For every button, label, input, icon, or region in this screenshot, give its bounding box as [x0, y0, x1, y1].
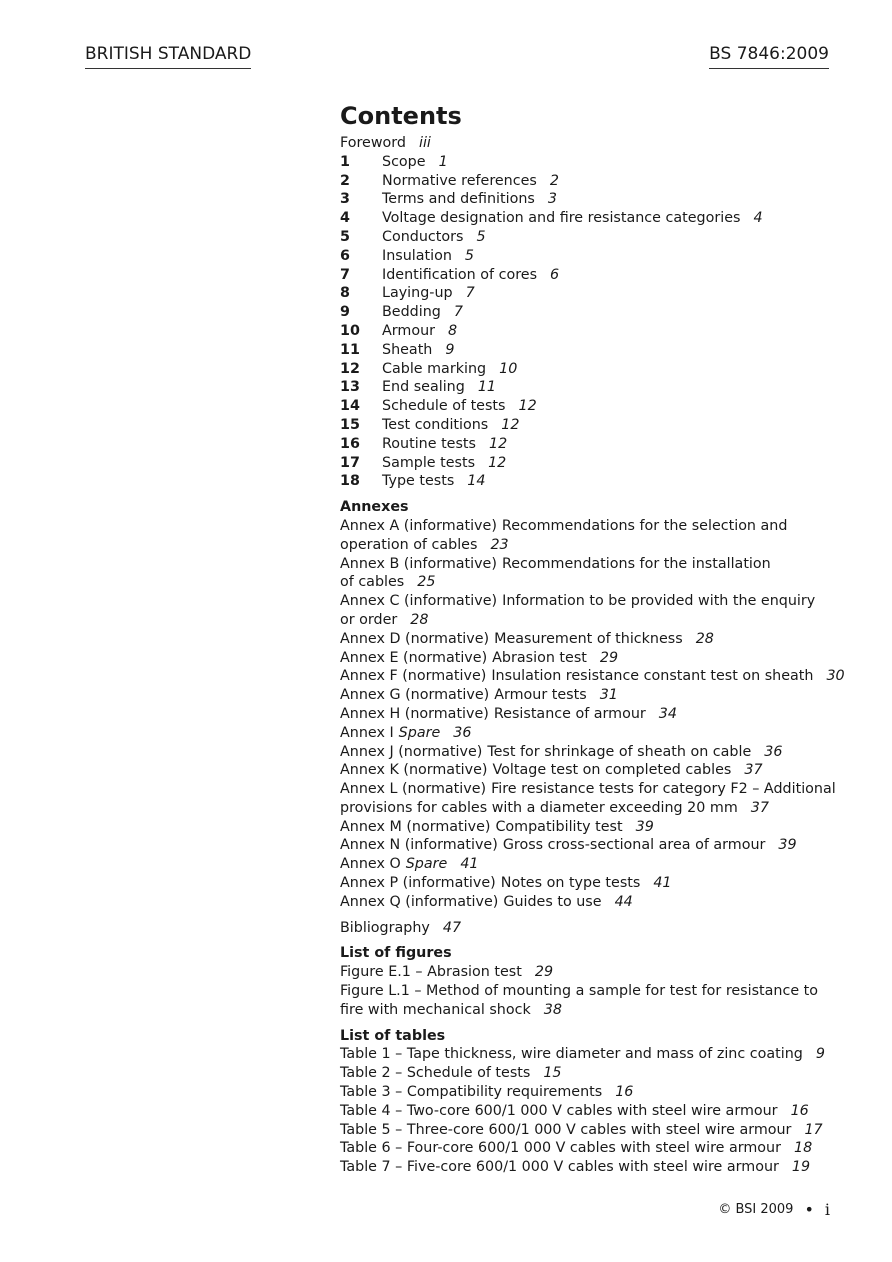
annex-page: 41: [460, 856, 479, 873]
toc-entry-page: 14: [467, 473, 486, 490]
toc-entry-number: 18: [340, 473, 360, 490]
toc-annex-entry[interactable]: [340, 667, 845, 686]
toc-figure-entry-page: 38: [543, 1001, 562, 1018]
annex-page: 31: [599, 687, 618, 704]
annex-title: Compatibility test: [495, 818, 623, 835]
toc-annex-entry[interactable]: [340, 592, 840, 630]
toc-table-entry-title: Table 2 – Schedule of tests: [340, 1065, 531, 1082]
toc-annex-line: [340, 893, 840, 912]
annex-title: Recommendations for the installation: [501, 555, 771, 572]
toc-entry[interactable]: [340, 190, 840, 209]
toc-annex-line: [340, 855, 840, 874]
toc-entry-page: 6: [550, 266, 560, 283]
toc-annex-entry[interactable]: [340, 893, 840, 912]
annex-title: Guides to use: [503, 893, 602, 910]
toc-entry-page: 12: [488, 454, 507, 471]
annex-title: Information to be provided with the enquiry: [502, 593, 816, 610]
toc-entry-number: 16: [340, 435, 360, 452]
toc-entry-number: 8: [340, 285, 350, 302]
toc-entry-title: Cable marking: [382, 360, 487, 377]
toc-entry-title: Sample tests: [382, 454, 476, 471]
toc-entry[interactable]: [340, 416, 840, 435]
toc-entry[interactable]: [340, 209, 840, 228]
toc-table-entry-page: 19: [791, 1159, 811, 1176]
toc-entry-title: Scope: [382, 153, 426, 170]
toc-table-entry-line: [340, 1045, 840, 1064]
toc-figure-entry-line: [340, 1001, 840, 1020]
toc-entry-page: 11: [477, 379, 497, 396]
toc-entry-number: 10: [340, 322, 360, 339]
toc-table-entry-title: Table 4 – Two-core 600/1 000 V cables with steel wire armour: [340, 1102, 778, 1119]
annex-title: Armour tests: [494, 687, 587, 704]
toc-table-entry-line: [340, 1102, 840, 1121]
annex-page: 36: [764, 743, 783, 760]
toc-annex-entry[interactable]: [340, 818, 840, 837]
toc-entry-title: Routine tests: [382, 435, 476, 452]
toc-annex-line: [340, 592, 840, 611]
annex-label: Annex O: [340, 856, 401, 873]
toc-entry-number: 13: [340, 379, 360, 396]
toc-table-entry[interactable]: [340, 1139, 840, 1158]
toc-entry-title: Schedule of tests: [382, 398, 506, 415]
annex-title: Spare: [405, 856, 448, 873]
toc-entry[interactable]: [340, 284, 840, 303]
toc-foreword-label: Foreword: [340, 135, 406, 151]
toc-entry[interactable]: [340, 172, 840, 191]
toc-figure-entry-title: Figure L.1 – Method of mounting a sample for test for resistance to: [340, 983, 819, 1000]
toc-entry-page: 2: [549, 172, 559, 189]
toc-table-entry-title: Table 5 – Three-core 600/1 000 V cables with steel wire armour: [340, 1121, 792, 1138]
annex-title: Insulation resistance constant test on sheath: [491, 668, 814, 685]
annex-title: Measurement of thickness: [494, 630, 683, 647]
toc-table-entry-page: 17: [804, 1121, 823, 1138]
toc-annex-line: [340, 517, 840, 536]
annex-label: Annex E (normative): [340, 649, 488, 666]
annex-title: Voltage test on completed cables: [492, 762, 732, 779]
toc-annex-line: [340, 573, 840, 592]
toc-annex-entry[interactable]: [340, 743, 840, 762]
toc-table-entry-title: Table 6 – Four-core 600/1 000 V cables with steel wire armour: [340, 1140, 781, 1157]
annex-title: Fire resistance tests for category F2 – Additional: [491, 781, 836, 798]
toc-entry-page: 7: [453, 304, 463, 321]
annex-page: 39: [778, 837, 797, 854]
toc-annex-line: [340, 611, 840, 630]
toc-entry-number: 9: [340, 304, 350, 321]
toc-table-entry[interactable]: [340, 1102, 840, 1121]
toc-entry-title: Laying-up: [382, 285, 453, 302]
toc-entry-page: 12: [518, 398, 537, 415]
toc-entry-number: 5: [340, 228, 350, 245]
toc-entry[interactable]: [340, 378, 840, 397]
annex-label: Annex L (normative): [340, 781, 487, 798]
toc-entry[interactable]: [340, 247, 840, 266]
toc-foreword[interactable]: [340, 134, 840, 153]
toc-entry-title: Insulation: [382, 247, 452, 264]
toc-annex-line: [340, 686, 840, 705]
toc-entry-page: 5: [476, 228, 486, 245]
toc-entry-title: Terms and definitions: [382, 191, 535, 208]
toc-annex-line: [340, 743, 840, 762]
toc-annex-line: [340, 780, 840, 799]
footer-bullet: •: [804, 1200, 814, 1219]
toc-table-entry-line: [340, 1064, 840, 1083]
toc-entry-title: Armour: [382, 322, 436, 339]
toc-bibliography-label: Bibliography: [340, 919, 430, 936]
toc-entry[interactable]: [340, 360, 840, 379]
toc-entry[interactable]: [340, 397, 840, 416]
toc-entry-page: 1: [438, 153, 448, 170]
toc-annex-entry[interactable]: [340, 649, 840, 668]
annex-label: Annex N (informative): [340, 837, 498, 854]
toc-figure-entry-title: Figure E.1 – Abrasion test: [340, 964, 522, 981]
toc-annex-entry[interactable]: [340, 555, 840, 593]
annex-label: Annex C (informative): [340, 593, 498, 610]
toc-entry-number: 3: [340, 191, 350, 208]
toc-figure-entry-page: 29: [534, 964, 554, 981]
annex-label: Annex M (normative): [340, 818, 491, 835]
figures-heading: List of figures: [340, 945, 452, 962]
annex-page: 25: [417, 574, 436, 591]
annex-page: 41: [653, 875, 672, 892]
annex-page: 36: [453, 724, 472, 741]
toc-entry-title: Identification of cores: [382, 266, 538, 283]
toc-figure-entry-line: [340, 963, 840, 982]
toc-bibliography[interactable]: [340, 919, 840, 938]
toc-entry[interactable]: [340, 228, 840, 247]
tables-heading: List of tables: [340, 1027, 446, 1044]
toc-annex-line: [340, 836, 840, 855]
copyright-notice: © BSI 2009: [718, 1202, 794, 1217]
toc-entry-title: Type tests: [382, 473, 455, 490]
toc-annex-line: [340, 761, 840, 780]
toc-annex-line: [340, 818, 840, 837]
toc-clause-list: [340, 153, 840, 491]
toc-entry-title: Conductors: [382, 228, 464, 245]
page-footer: [718, 1200, 830, 1219]
toc-entry[interactable]: [340, 303, 840, 322]
toc-entry-page: 12: [501, 416, 520, 433]
toc-table-entry-title: Table 1 – Tape thickness, wire diameter and mass of zinc coating: [340, 1046, 803, 1063]
toc-figure-list: [340, 963, 840, 1019]
toc-entry[interactable]: [340, 153, 840, 172]
toc-entry-number: 15: [340, 416, 360, 433]
annex-title: Spare: [398, 724, 441, 741]
toc-annex-list: [340, 517, 845, 912]
annex-page: 34: [658, 705, 677, 722]
toc-entry[interactable]: [340, 322, 840, 341]
annex-title: Recommendations for the selection and: [501, 517, 788, 534]
toc-table-entry-page: 18: [793, 1140, 813, 1157]
annex-page: 44: [614, 893, 633, 910]
toc-annex-entry[interactable]: [340, 855, 840, 874]
toc-entry[interactable]: [340, 454, 840, 473]
toc-entry-title: Sheath: [382, 341, 433, 358]
toc-annex-line: [340, 724, 840, 743]
annex-title-cont: operation of cables: [340, 536, 478, 553]
toc-table-entry[interactable]: [340, 1083, 840, 1102]
annex-title-cont: of cables: [340, 574, 405, 591]
annex-label: Annex P (informative): [340, 875, 496, 892]
toc-entry-page: 7: [465, 285, 475, 302]
annex-label: Annex K (normative): [340, 762, 488, 779]
toc-annex-line: [340, 536, 840, 555]
running-header-left: BRITISH STANDARD: [85, 44, 251, 69]
toc-table-entry[interactable]: [340, 1121, 840, 1140]
toc-table-entry-line: [340, 1139, 840, 1158]
toc-annex-entry[interactable]: [340, 517, 840, 555]
toc-annex-entry[interactable]: [340, 686, 840, 705]
annex-label: Annex G (normative): [340, 687, 490, 704]
toc-table-entry-page: 15: [543, 1065, 562, 1082]
toc-table-entry-title: Table 3 – Compatibility requirements: [340, 1084, 603, 1101]
toc-table-entry[interactable]: [340, 1158, 840, 1177]
toc-figure-entry[interactable]: [340, 963, 840, 982]
toc-table-entry-line: [340, 1121, 840, 1140]
toc-table-list: [340, 1045, 840, 1177]
toc-entry-page: 8: [448, 322, 458, 339]
toc-entry-page: 5: [464, 247, 475, 264]
annex-title: Test for shrinkage of sheath on cable: [487, 743, 752, 760]
toc-table-entry-line: [340, 1083, 840, 1102]
toc-entry-page: 3: [547, 191, 557, 208]
toc-annex-line: [340, 630, 840, 649]
toc-figure-entry-line: [340, 982, 840, 1001]
toc-table-entry[interactable]: [340, 1045, 840, 1064]
toc-entry-number: 7: [340, 266, 350, 283]
contents-section: [340, 102, 845, 1177]
annex-label: Annex F (normative): [340, 668, 487, 685]
toc-bibliography-page: 47: [442, 919, 462, 936]
toc-annex-line: [340, 874, 840, 893]
toc-entry-number: 11: [340, 341, 360, 358]
toc-table-entry[interactable]: [340, 1064, 840, 1083]
annex-page: 37: [750, 799, 769, 816]
toc-annex-entry[interactable]: [340, 705, 840, 724]
toc-entry[interactable]: [340, 341, 840, 360]
toc-entry-title: Test conditions: [382, 416, 489, 433]
toc-annex-entry[interactable]: [340, 630, 840, 649]
toc-annex-line: [340, 705, 840, 724]
toc-annex-line: [340, 799, 840, 818]
toc-entry-page: 10: [499, 360, 518, 377]
toc-annex-line: [340, 555, 840, 574]
annex-page: 37: [744, 762, 763, 779]
toc-entry-title: Bedding: [382, 304, 441, 321]
toc-entry-page: 12: [488, 435, 508, 452]
toc-table-entry-line: [340, 1158, 840, 1177]
annex-label: Annex Q (informative): [340, 893, 499, 910]
annex-title: Resistance of armour: [493, 705, 646, 722]
toc-table-entry-page: 16: [615, 1084, 634, 1101]
annex-page: 29: [599, 649, 619, 666]
toc-entry-number: 6: [340, 247, 350, 264]
toc-entry[interactable]: [340, 435, 840, 454]
toc-entry-title: End sealing: [382, 379, 465, 396]
annex-page: 28: [695, 630, 714, 647]
toc-entry[interactable]: [340, 472, 840, 491]
annex-page: 28: [410, 611, 429, 628]
toc-annex-entry[interactable]: [340, 761, 840, 780]
annex-title-cont: or order: [340, 611, 398, 628]
annex-page: 30: [826, 668, 845, 685]
toc-entry[interactable]: [340, 266, 840, 285]
toc-annex-entry[interactable]: [340, 780, 840, 818]
toc-entry-title: Normative references: [382, 172, 537, 189]
annex-label: Annex D (normative): [340, 630, 490, 647]
toc-entry-number: 17: [340, 454, 360, 471]
annex-title: Gross cross-sectional area of armour: [502, 837, 766, 854]
annex-page: 23: [490, 536, 509, 553]
running-header-right: BS 7846:2009: [709, 44, 829, 69]
annex-label: Annex A (informative): [340, 517, 497, 534]
annex-page: 39: [635, 818, 654, 835]
toc-table-entry-title: Table 7 – Five-core 600/1 000 V cables with steel wire armour: [340, 1159, 779, 1176]
toc-figure-entry[interactable]: [340, 982, 840, 1020]
annex-title: Notes on type tests: [500, 875, 641, 892]
toc-foreword-page: iii: [418, 135, 431, 151]
toc-annex-entry[interactable]: [340, 836, 840, 855]
toc-figure-entry-title-cont: fire with mechanical shock: [340, 1001, 531, 1018]
toc-entry-page: 4: [753, 210, 763, 227]
toc-entry-title: Voltage designation and fire resistance categories: [382, 210, 741, 227]
toc-table-entry-page: 16: [790, 1102, 809, 1119]
toc-entry-number: 12: [340, 360, 360, 377]
page-number: i: [824, 1200, 830, 1219]
annex-title-cont: provisions for cables with a diameter exceeding 20 mm: [340, 799, 738, 816]
toc-entry-number: 4: [340, 210, 350, 227]
page-title: Contents: [340, 102, 462, 130]
toc-annex-line: [340, 649, 840, 668]
annex-label: Annex I: [340, 724, 394, 741]
toc-entry-number: 2: [340, 172, 350, 189]
toc-annex-entry[interactable]: [340, 874, 840, 893]
annexes-heading: Annexes: [340, 499, 409, 516]
toc-entry-number: 14: [340, 398, 360, 415]
toc-entry-number: 1: [340, 153, 350, 170]
toc-table-entry-page: 9: [815, 1046, 825, 1063]
annex-title: Abrasion test: [492, 649, 587, 666]
annex-label: Annex B (informative): [340, 555, 497, 572]
toc-entry-page: 9: [445, 341, 455, 358]
toc-annex-entry[interactable]: [340, 724, 840, 743]
toc-annex-line: [340, 667, 845, 686]
annex-label: Annex J (normative): [340, 743, 483, 760]
annex-label: Annex H (normative): [340, 705, 489, 722]
